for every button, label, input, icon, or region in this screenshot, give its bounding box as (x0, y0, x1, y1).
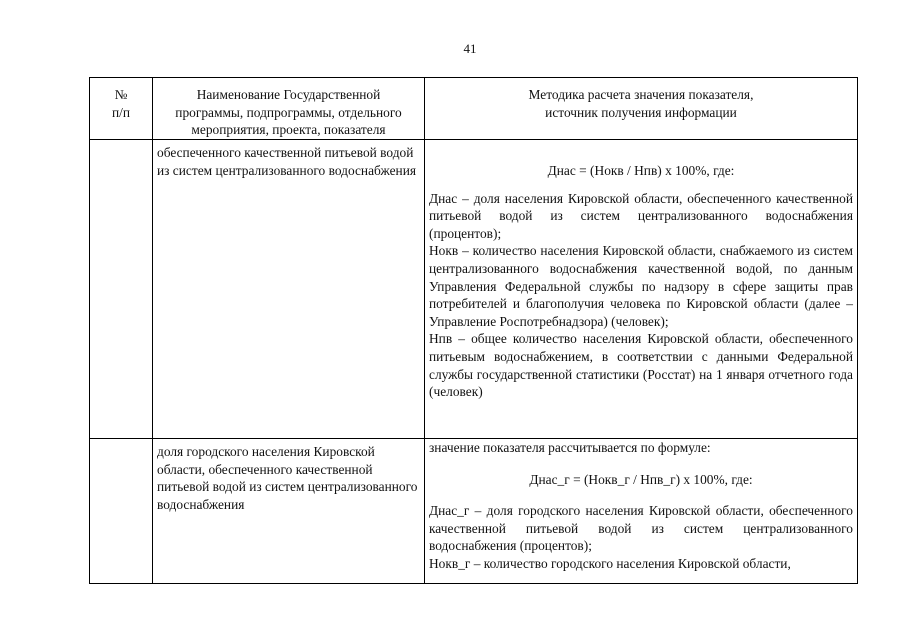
formula: Днас = (Нокв / Нпв) х 100%, где: (547, 163, 735, 178)
header-number (90, 78, 153, 140)
header-method-line: источник получения информации (545, 104, 737, 120)
row-number (90, 439, 153, 584)
method-cell (425, 439, 858, 584)
header-number-line: № (114, 87, 128, 102)
formula: Днас_г = (Нокв_г / Нпв_г) х 100%, где: (529, 471, 753, 487)
header-name (153, 78, 425, 140)
row-number (90, 140, 153, 439)
header-name-line: Наименование Государственной (196, 87, 381, 102)
table-row (90, 439, 858, 584)
header-method (425, 78, 858, 140)
table-row (90, 140, 858, 439)
table-header-row (90, 78, 858, 140)
definition: Днас_г – доля городского населения Кировской области, обеспеченного качественной питьевой водой из систем централизованного водоснабжения (процентов); (429, 503, 853, 554)
formula-intro: значение показателя рассчитывается по формуле: (429, 440, 711, 455)
definition: Нокв – количество населения Кировской области, снабжаемого из систем централизованного водоснабжения качественной водой, по данным Управления Федеральной службы по надзору в сфере защиты прав потребителей и благополучия человека по Кировской области (далее – Управление Роспотребнадзора) (человек); (429, 243, 853, 329)
definition: Нпв – общее количество населения Кировской области, обеспеченного питьевым водоснабжением, в соответствии с данными Федеральной службы государственной статистики (Росстат) на 1 января отчетного года (человек) (429, 331, 853, 400)
header-number-line: п/п (111, 104, 131, 120)
header-method-line: Методика расчета значения показателя, (528, 87, 754, 102)
definition: Днас – доля населения Кировской области, обеспеченного качественной питьевой водой из систем централизованного водоснабжения (процентов); (429, 190, 853, 241)
indicator-name: доля городского населения Кировской области, обеспеченного качественной питьевой водой из систем централизованного водоснабжения (153, 439, 425, 584)
page-number: 41 (463, 41, 477, 56)
indicator-name: обеспеченного качественной питьевой водой из систем централизованного водоснабжения (153, 140, 425, 439)
definition: Нокв_г – количество городского населения Кировской области, (429, 555, 791, 571)
header-name-line: программы, подпрограммы, отдельного (175, 104, 402, 120)
method-content (429, 439, 853, 577)
indicator-table (89, 77, 858, 584)
method-cell (425, 140, 858, 439)
header-name-line: мероприятия, проекта, показателя (191, 122, 386, 138)
